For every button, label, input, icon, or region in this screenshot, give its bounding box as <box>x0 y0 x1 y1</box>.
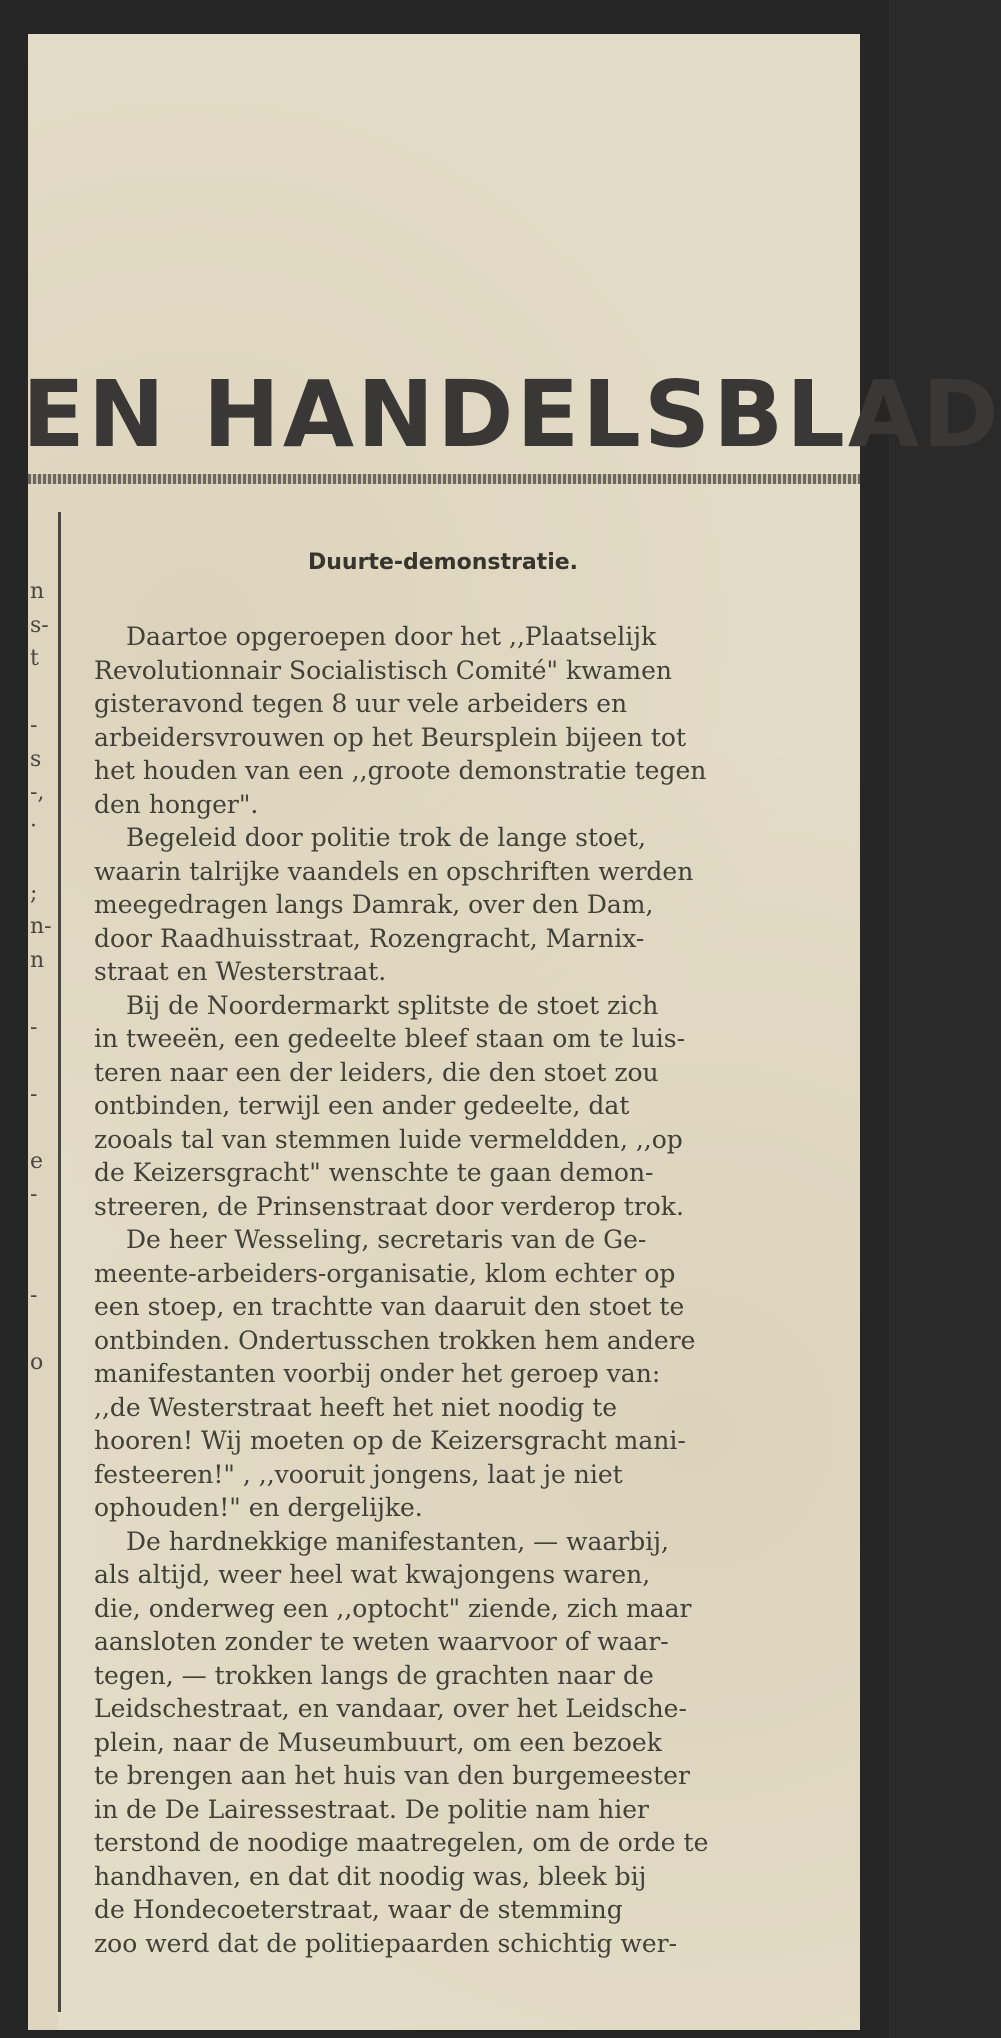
article-line: een stoep, en trachtte van daaruit den stoet te <box>94 1292 685 1321</box>
margin-fragment <box>30 1111 56 1145</box>
article-line: plein, naar de Museumbuurt, om een bezoek <box>94 1727 662 1757</box>
article-line: gisteravond tegen 8 uur vele arbeiders en <box>94 689 628 718</box>
article-line: de Hondecoeterstraat, waar de stemming <box>94 1895 623 1924</box>
masthead-title: EN HANDELSBLAD <box>22 361 1001 468</box>
article-line: Revolutionnair Socialistisch Comité" kwamen <box>94 655 673 685</box>
margin-fragment: s- <box>30 612 49 638</box>
margin-fragment: · <box>30 813 37 839</box>
article-line: festeeren!" , ,,vooruit jongens, laat je niet <box>94 1459 623 1489</box>
article-line: Begeleid door politie trok de lange stoet, <box>126 823 646 852</box>
margin-fragment: n <box>30 579 45 604</box>
article-line: het houden van een ,,groote demonstratie tegen <box>94 756 707 785</box>
margin-fragment: ; <box>30 880 38 906</box>
article-line: de Keizersgracht" wenschte te gaan demon- <box>94 1158 654 1187</box>
margin-fragment <box>30 977 56 1011</box>
margin-fragment: - <box>30 1014 38 1040</box>
article-line: ontbinden, terwijl een ander gedeelte, dat <box>94 1091 630 1120</box>
masthead <box>22 360 1001 470</box>
article-line: De heer Wesseling, secretaris van de Ge- <box>126 1225 647 1254</box>
margin-fragment: n <box>30 947 45 973</box>
margin-fragment: n- <box>30 914 52 939</box>
article-line: handhaven, en dat dit noodig was, bleek bij <box>94 1861 647 1891</box>
article-line: straat en Westerstraat. <box>94 957 387 986</box>
article-line: De hardnekkige manifestanten, — waarbij, <box>126 1526 669 1556</box>
article-line: manifestanten voorbij onder het geroep van: <box>94 1359 661 1388</box>
article-body <box>94 620 860 2020</box>
margin-fragment: - <box>30 1282 38 1308</box>
margin-fragment: e <box>30 1148 44 1174</box>
margin-fragment: - <box>30 1182 38 1207</box>
margin-fragment: s <box>30 746 42 772</box>
article-line: teren naar een der leiders, die den stoet zou <box>94 1057 659 1087</box>
margin-fragment <box>30 1312 56 1346</box>
margin-fragment <box>30 843 56 877</box>
article-line: tegen, — trokken langs de grachten naar de <box>94 1660 654 1690</box>
margin-fragment: t <box>30 646 39 671</box>
article-line: ontbinden. Ondertusschen trokken hem andere <box>94 1325 696 1355</box>
article-line: in tweeën, een gedeelte bleef staan om te luis- <box>94 1024 686 1053</box>
article-line: hooren! Wij moeten op de Keizersgracht mani- <box>94 1426 686 1455</box>
article-line: terstond de noodige maatregelen, om de orde te <box>94 1828 709 1857</box>
article-line: ,,de Westerstraat heeft het niet noodig te <box>94 1392 618 1422</box>
margin-fragment <box>30 1245 56 1279</box>
article-line: Bij de Noordermarkt splitste de stoet zich <box>126 990 659 1020</box>
article-line: den honger". <box>94 789 259 819</box>
margin-fragment: - <box>30 713 38 738</box>
article-line: meegedragen langs Damrak, over den Dam, <box>94 890 654 919</box>
adjacent-column-fragments <box>30 575 56 1379</box>
article-line: meente-arbeiders-organisatie, klom echter op <box>94 1258 676 1288</box>
article-line: Leidschestraat, en vandaar, over het Leidsche- <box>94 1694 687 1723</box>
margin-fragment <box>30 1212 56 1246</box>
article-title: Duurte-demonstratie. <box>308 550 579 575</box>
article-line: waarin talrijke vaandels en opschriften werden <box>94 856 694 886</box>
article-line: te brengen aan het huis van den burgemeester <box>94 1761 690 1790</box>
margin-fragment: o <box>30 1349 44 1375</box>
margin-fragment <box>30 1044 56 1078</box>
column-border <box>58 512 61 2012</box>
article-line: als altijd, weer heel wat kwajongens waren, <box>94 1560 651 1589</box>
article-line: zooals tal van stemmen luide vermeldden, ,,op <box>94 1124 683 1154</box>
article-line: ophouden!" en dergelijke. <box>94 1493 423 1522</box>
article-line: in de De Lairessestraat. De politie nam hier <box>94 1794 649 1824</box>
article-line: zoo werd dat de politiepaarden schichtig wer- <box>94 1928 678 1958</box>
article-line: aansloten zonder te weten waarvoor of waar- <box>94 1627 669 1656</box>
margin-fragment: - <box>30 1081 38 1107</box>
masthead-rule <box>28 474 860 484</box>
article-line: streeren, de Prinsenstraat door verderop trok. <box>94 1191 684 1221</box>
article-line: Daartoe opgeroepen door het ,,Plaatselijk <box>126 622 657 651</box>
margin-fragment: -, <box>30 780 45 805</box>
margin-fragment <box>30 676 56 710</box>
article-line: door Raadhuisstraat, Rozengracht, Marnix- <box>94 923 645 953</box>
article-line: die, onderweg een ,,optocht" ziende, zich maar <box>94 1593 692 1623</box>
article-line: arbeidersvrouwen op het Beursplein bijeen tot <box>94 722 687 752</box>
